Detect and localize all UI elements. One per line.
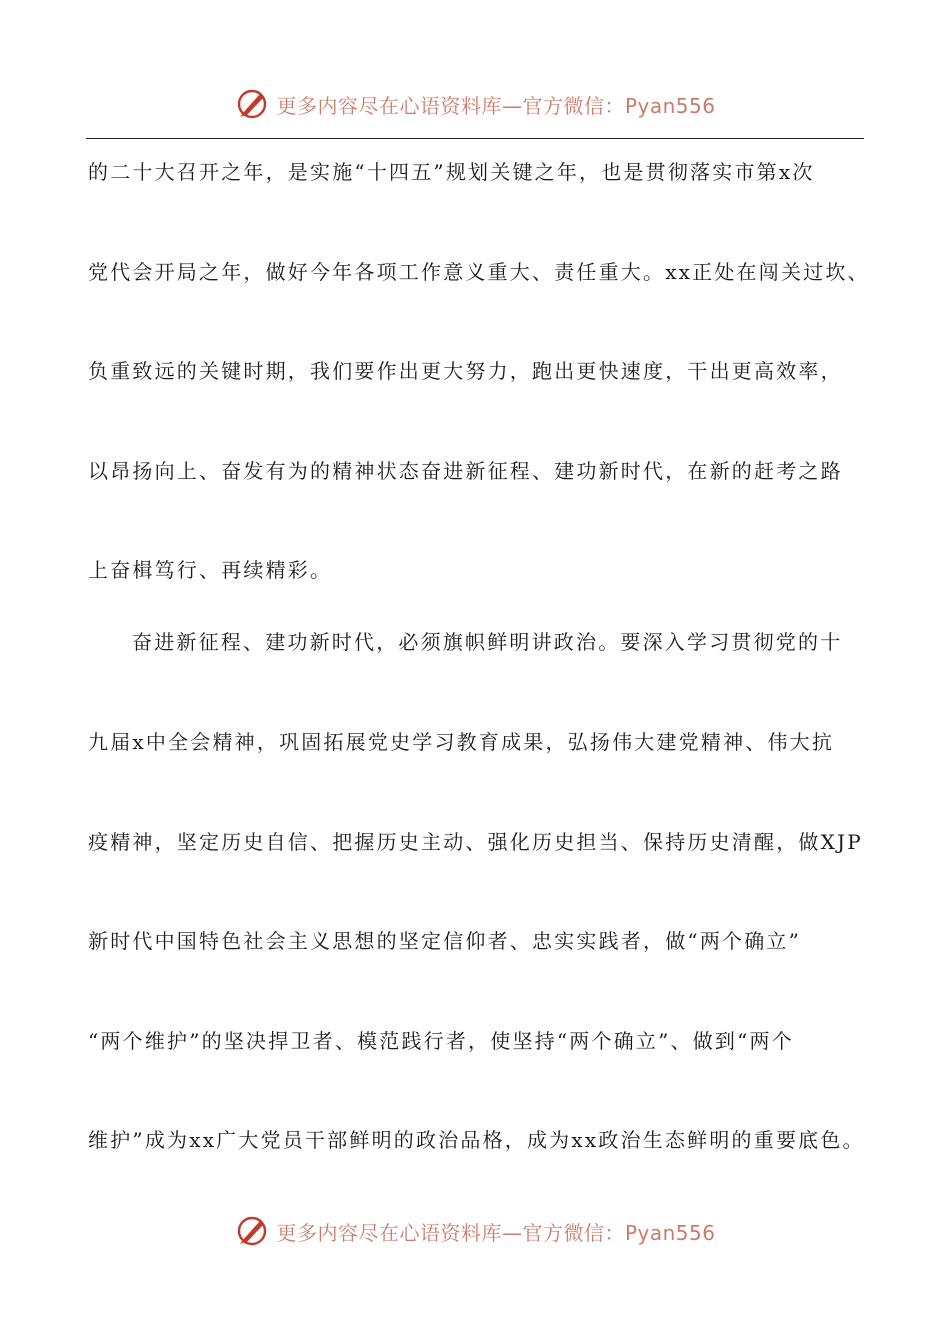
body-line-2: 党代会开局之年，做好今年各项工作意义重大、责任重大。xx正处在闯关过坎、 — [88, 259, 870, 284]
header-banner — [0, 82, 950, 126]
body-line-10: “两个维护”的坚决捍卫者、模范践行者，使坚持“两个确立”、做到“两个 — [88, 1028, 794, 1053]
header-divider — [86, 138, 864, 139]
body-line-1: 的二十大召开之年，是实施“十四五”规划关键之年，也是贯彻落实市第x次 — [88, 160, 815, 184]
pen-circle-icon — [234, 86, 270, 122]
body-line-3: 负重致远的关键时期，我们要作出更大努力，跑出更快速度，干出更高效率， — [88, 359, 843, 384]
body-line-8: 疫精神，坚定历史自信、把握历史主动、强化历史担当、保持历史清醒，做XJP — [88, 829, 863, 854]
body-line-4: 以昂扬向上、奋发有为的精神状态奋进新征程、建功新时代，在新的赶考之路 — [88, 458, 843, 483]
body-line-11: 维护”成为xx广大党员干部鲜明的政治品格，成为xx政治生态鲜明的重要底色。 — [88, 1128, 865, 1153]
body-line-6: 奋进新征程、建功新时代，必须旗帜鲜明讲政治。要深入学习贯彻党的十 — [132, 630, 843, 655]
footer-banner-text: 更多内容尽在心语资料库—官方微信：Pyan556 — [276, 1220, 716, 1245]
body-line-7: 九届x中全会精神，巩固拓展党史学习教育成果，弘扬伟大建党精神、伟大抗 — [88, 729, 835, 754]
footer-banner — [0, 1209, 950, 1253]
body-line-9: 新时代中国特色社会主义思想的坚定信仰者、忠实实践者，做“两个确立” — [88, 929, 802, 954]
pen-circle-icon — [234, 1213, 270, 1249]
document-body — [88, 150, 878, 1218]
header-banner-text: 更多内容尽在心语资料库—官方微信：Pyan556 — [276, 93, 716, 118]
body-line-5: 上奋楫笃行、再续精彩。 — [88, 558, 333, 583]
